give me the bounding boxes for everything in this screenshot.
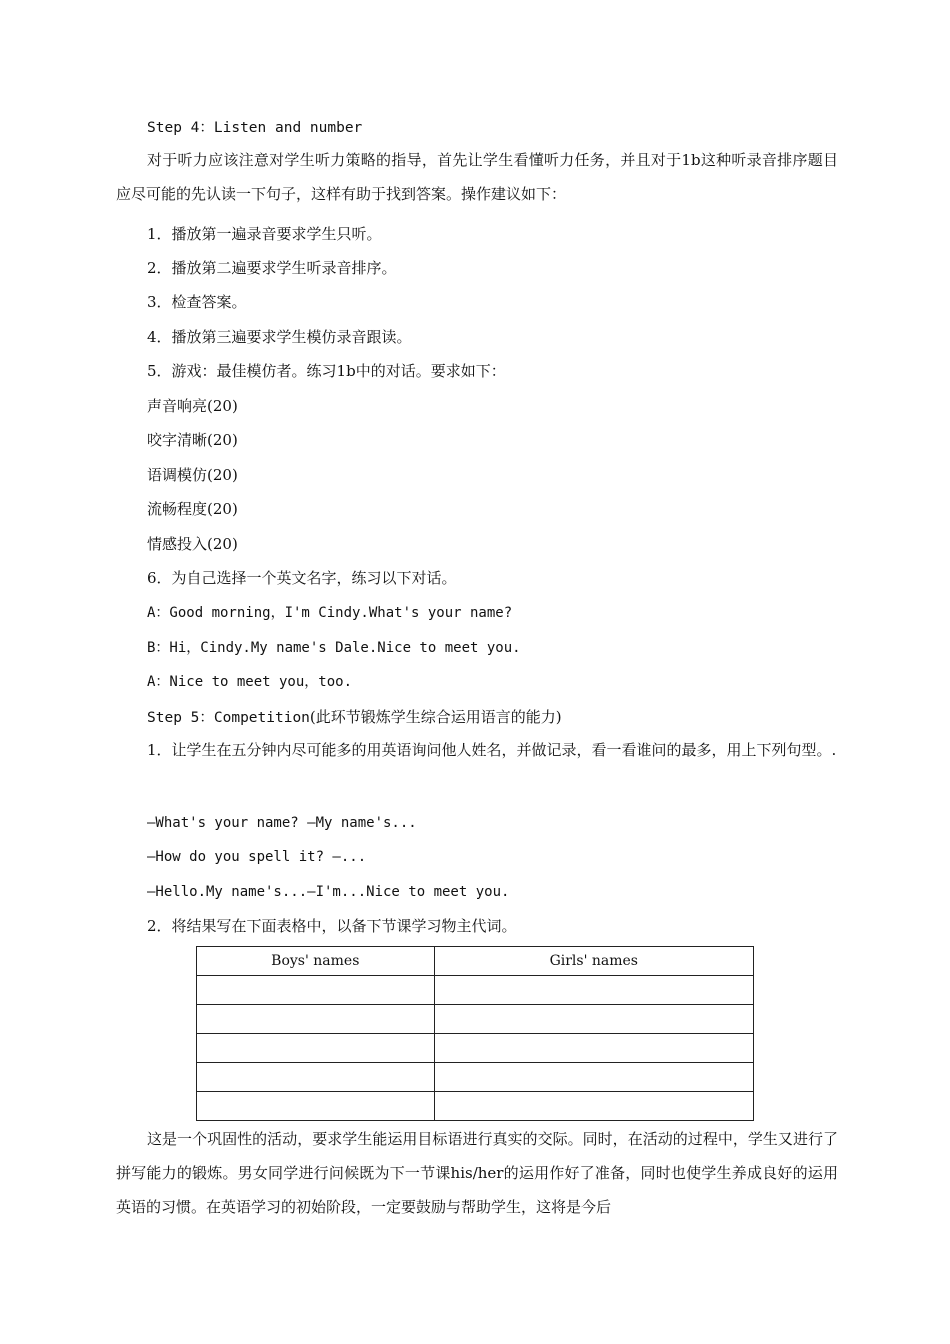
boys-name-cell xyxy=(197,1063,435,1092)
step5-heading: Step 5：Competition xyxy=(147,710,310,726)
step4-intro-paragraph: 对于听力应该注意对学生听力策略的指导，首先让学生看懂听力任务，并且对于1b这种听录音排序题目应尽可能的先认读一下句子，这样有助于找到答案。操作建议如下： xyxy=(116,151,838,203)
step4-item-4: 4．播放第三遍要求学生模仿录音跟读。 xyxy=(147,328,412,346)
sentence-pattern: —Hello.My name's...—I'm...Nice to meet you. xyxy=(147,884,510,900)
criteria-item: 声音响亮(20) xyxy=(147,397,238,415)
dialogue-line: A：Nice to meet you，too. xyxy=(147,674,353,690)
table-row xyxy=(197,1005,754,1034)
boys-name-cell xyxy=(197,976,435,1005)
closing-paragraph: 这是一个巩固性的活动，要求学生能运用目标语进行真实的交际。同时，在活动的过程中，学生又进行了拼写能力的锻炼。男女同学进行问候既为下一节课his/her的运用作好了准备，同时也使学生养成良好的运用英语的习惯。在英语学习的初始阶段，一定要鼓励与帮助学生，这将是今后 xyxy=(116,1130,838,1216)
step4-heading: Step 4：Listen and number xyxy=(147,120,363,136)
dialogue-line: A：Good morning，I'm Cindy.What's your name? xyxy=(147,605,513,621)
step4-item-3: 3．检查答案。 xyxy=(147,293,247,311)
criteria-item: 流畅程度(20) xyxy=(147,500,238,518)
boys-name-cell xyxy=(197,1005,435,1034)
boys-names-header: Boys' names xyxy=(197,947,435,976)
step4-item-1: 1．播放第一遍录音要求学生只听。 xyxy=(147,225,382,243)
girls-name-cell xyxy=(434,1092,753,1121)
girls-names-header: Girls' names xyxy=(434,947,753,976)
criteria-item: 咬字清晰(20) xyxy=(147,431,238,449)
dialogue-line: B：Hi，Cindy.My name's Dale.Nice to meet you. xyxy=(147,640,521,656)
names-table xyxy=(196,946,754,1121)
criteria-item: 情感投入(20) xyxy=(147,535,238,553)
table-row xyxy=(197,976,754,1005)
girls-name-cell xyxy=(434,1034,753,1063)
table-row xyxy=(197,1034,754,1063)
step4-item-6: 6．为自己选择一个英文名字，练习以下对话。 xyxy=(147,569,457,587)
table-header-row xyxy=(197,947,754,976)
boys-name-cell xyxy=(197,1092,435,1121)
sentence-pattern: —How do you spell it? —... xyxy=(147,849,367,865)
step5-item-1: 1．让学生在五分钟内尽可能多的用英语询问他人姓名，并做记录，看一看谁问的最多，用上下列句型。. xyxy=(147,741,837,759)
step5-heading-line xyxy=(147,707,562,728)
boys-name-cell xyxy=(197,1034,435,1063)
table-row xyxy=(197,1063,754,1092)
girls-name-cell xyxy=(434,1005,753,1034)
sentence-pattern: —What's your name? —My name's... xyxy=(147,815,417,831)
step4-item-5: 5．游戏：最佳模仿者。练习1b中的对话。要求如下： xyxy=(147,362,506,380)
table-row xyxy=(197,1092,754,1121)
girls-name-cell xyxy=(434,1063,753,1092)
step5-item-2: 2．将结果写在下面表格中，以备下节课学习物主代词。 xyxy=(147,917,517,935)
girls-name-cell xyxy=(434,976,753,1005)
criteria-item: 语调模仿(20) xyxy=(147,466,238,484)
step5-heading-note: (此环节锻炼学生综合运用语言的能力) xyxy=(309,708,562,726)
step4-item-2: 2．播放第二遍要求学生听录音排序。 xyxy=(147,259,397,277)
